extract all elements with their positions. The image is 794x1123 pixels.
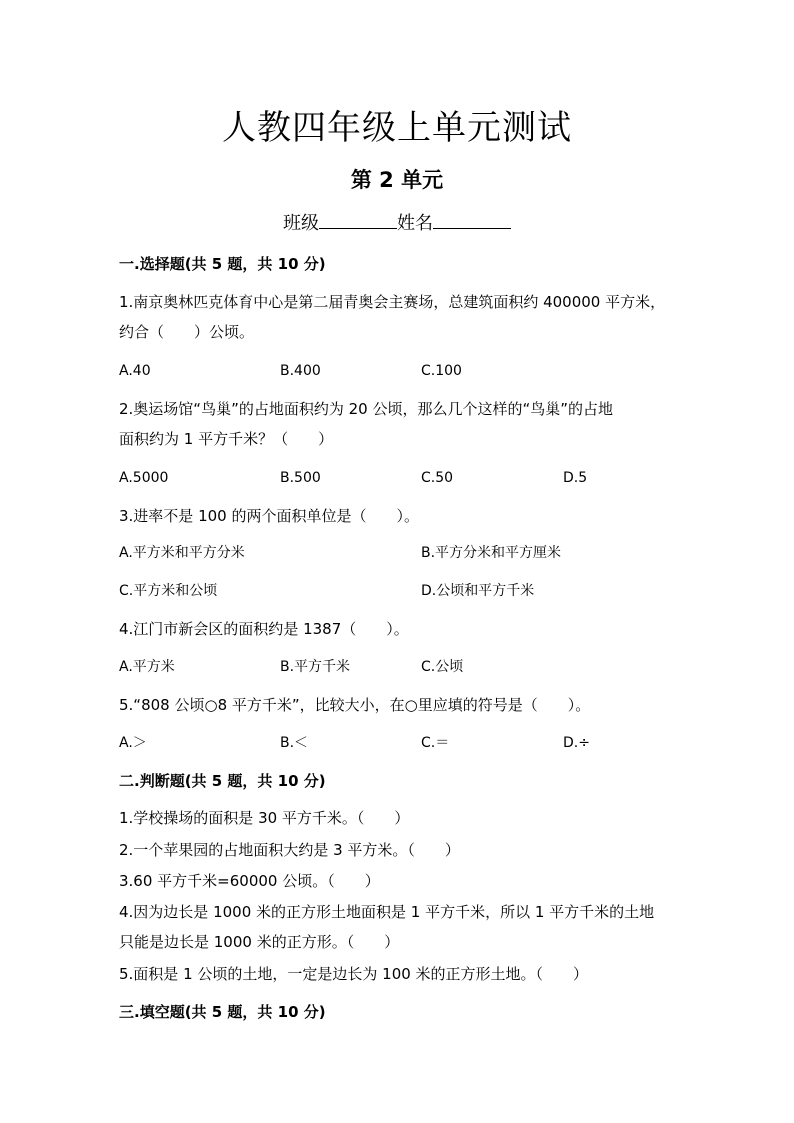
question-line: 面积约为 1 平方千米？（ ） <box>119 430 334 448</box>
option-c: C.100 <box>421 363 462 379</box>
option-a: A.＞ <box>119 735 147 751</box>
option-a: A.平方米 <box>119 659 175 675</box>
question-line: 1.学校操场的面积是 30 平方千米。（ ） <box>119 809 410 827</box>
question-line: 只能是边长是 1000 米的正方形。（ ） <box>119 933 400 951</box>
question-line: 2.奥运场馆“鸟巢”的占地面积约为 20 公顷，那么几个这样的“鸟巢”的占地 <box>119 400 614 418</box>
option-a: A.5000 <box>119 470 169 486</box>
question-line: 约合（ ）公顷。 <box>119 323 255 341</box>
question-line: 5.面积是 1 公顷的土地，一定是边长为 100 米的正方形土地。（ ） <box>119 965 589 983</box>
document-title: 人教四年级上单元测试 <box>222 108 572 148</box>
question-line: 3.进率不是 100 的两个面积单位是（ ）。 <box>119 507 419 525</box>
class-label: 班级 <box>283 213 319 234</box>
class-name-line <box>0 210 794 238</box>
unit-subtitle: 第 2 单元 <box>350 168 444 192</box>
section-heading-judge: 二.判断题(共 5 题，共 10 分) <box>119 772 326 790</box>
option-d: D.公顷和平方千米 <box>421 583 535 599</box>
option-d: D.5 <box>563 470 588 486</box>
question-line: 1.南京奥林匹克体育中心是第二届青奥会主赛场，总建筑面积约 400000 平方米， <box>119 293 666 311</box>
name-blank[interactable] <box>433 210 511 229</box>
section-heading-fill: 三.填空题(共 5 题，共 10 分) <box>119 1003 326 1021</box>
question-line: 3.60 平方千米=60000 公顷。（ ） <box>119 872 380 890</box>
question-line: 4.江门市新会区的面积约是 1387（ ）。 <box>119 620 409 638</box>
option-b: B.500 <box>280 470 321 486</box>
option-c: C.公顷 <box>421 659 464 675</box>
option-c: C.＝ <box>421 735 450 751</box>
question-line: 2.一个苹果园的占地面积大约是 3 平方米。（ ） <box>119 841 460 859</box>
option-b: B.平方千米 <box>280 659 351 675</box>
question-line: 5.“808 公顷○8 平方千米”，比较大小，在○里应填的符号是（ ）。 <box>119 696 591 714</box>
option-c: C.50 <box>421 470 454 486</box>
section-heading-choice: 一.选择题(共 5 题，共 10 分) <box>119 255 326 273</box>
option-b: B.平方分米和平方厘米 <box>421 545 562 561</box>
option-b: B.400 <box>280 363 321 379</box>
class-blank[interactable] <box>319 210 397 229</box>
option-a: A.平方米和平方分米 <box>119 545 245 561</box>
question-line: 4.因为边长是 1000 米的正方形土地面积是 1 平方千米，所以 1 平方千米的土地 <box>119 903 655 921</box>
option-b: B.＜ <box>280 735 309 751</box>
name-label: 姓名 <box>397 213 433 234</box>
option-c: C.平方米和公顷 <box>119 583 218 599</box>
option-a: A.40 <box>119 363 151 379</box>
option-d: D.÷ <box>563 735 590 751</box>
